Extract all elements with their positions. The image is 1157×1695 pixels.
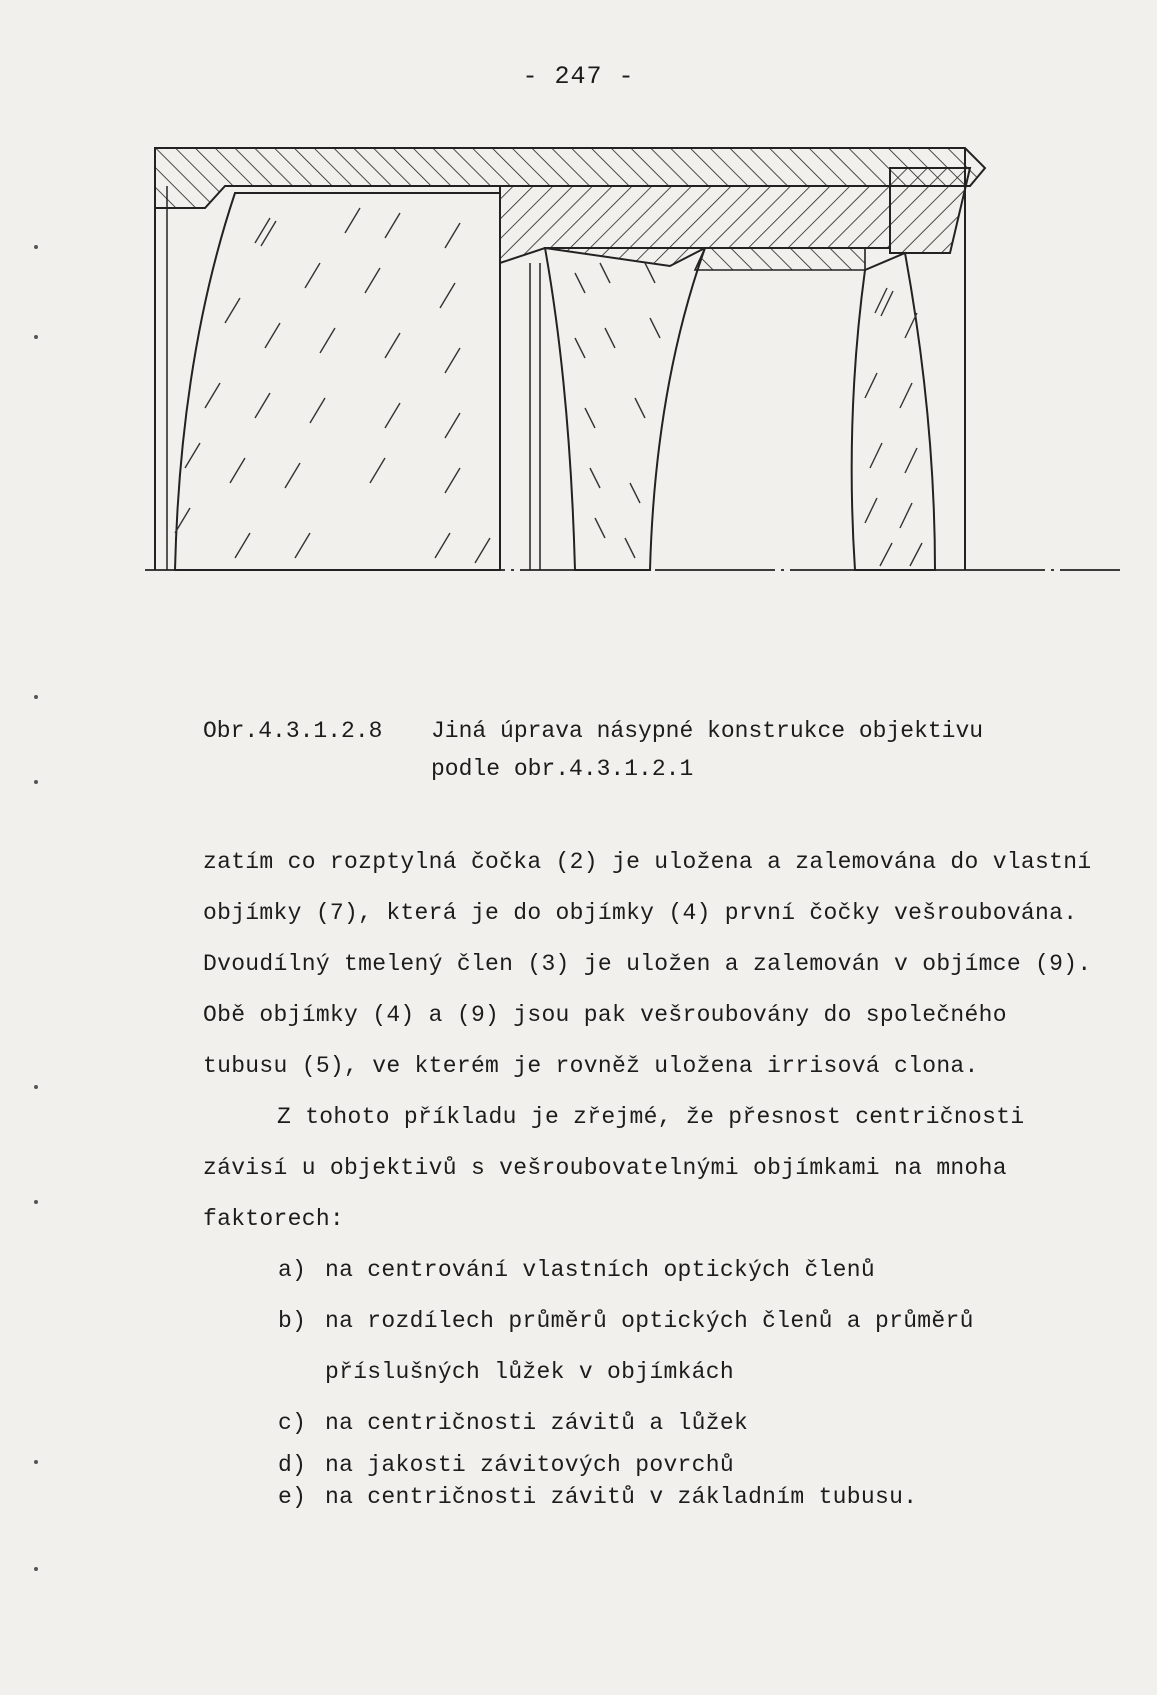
list-marker: e) (278, 1484, 307, 1510)
caption-text-line1: Jiná úprava násypné konstrukce objektivu (431, 718, 984, 744)
front-lens-glass-marks (175, 208, 490, 563)
scan-dot (34, 1200, 38, 1204)
lens-assembly-figure (145, 138, 1125, 628)
list-item-text: na centrování vlastních optických členů (325, 1257, 875, 1283)
body-text (203, 837, 1103, 1513)
figure-caption (203, 712, 983, 788)
scan-dot (34, 695, 38, 699)
scan-dot (34, 1460, 38, 1464)
paragraph-1: zatím co rozptylná čočka (2) je uložena a zalemována do vlastní objímky (7), která je do objímky (4) první čočky vešroubována. Dvoudílný tmelený člen (3) je uložen a zalemován v objímce (9). Obě objímky (4) a (9) jsou pak vešroubovány do společného tubusu (5), ve kterém je rovněž uložena irrisová clona. (203, 849, 1092, 1079)
page-number: - 247 - (522, 62, 635, 91)
retaining-ring (890, 168, 970, 253)
list-marker: b) (278, 1308, 307, 1334)
scan-dot (34, 1085, 38, 1089)
list-item (203, 1296, 1103, 1398)
list-item (203, 1449, 1103, 1481)
third-lens-glass-marks (865, 288, 922, 566)
list-item-text: na rozdílech průměrů optických členů a průměrů příslušných lůžek v objímkách (325, 1308, 974, 1385)
second-lens (545, 248, 705, 570)
third-lens (852, 253, 935, 570)
paragraph-2: Z tohoto příkladu je zřejmé, že přesnost centričnosti závisí u objektivů s vešroubovatelnými objímkami na mnoha faktorech: (203, 1104, 1025, 1232)
list-item (203, 1245, 1103, 1296)
list-item-text: na centričnosti závitů v základním tubusu. (325, 1484, 918, 1510)
factor-list (203, 1245, 1103, 1513)
caption-text-line2: podle obr.4.3.1.2.1 (431, 756, 694, 782)
list-item (203, 1481, 1103, 1513)
second-lens-glass-marks (575, 263, 660, 558)
spacer-mount (695, 248, 865, 270)
scan-dot (34, 245, 38, 249)
list-marker: a) (278, 1257, 307, 1283)
list-item-text: na centričnosti závitů a lůžek (325, 1410, 749, 1436)
list-marker: d) (278, 1452, 307, 1478)
scan-dot (34, 1567, 38, 1571)
scan-dot (34, 335, 38, 339)
scan-dot (34, 780, 38, 784)
list-item-text: na jakosti závitových povrchů (325, 1452, 734, 1478)
front-lens (175, 193, 500, 570)
list-marker: c) (278, 1410, 307, 1436)
list-item (203, 1398, 1103, 1449)
caption-label: Obr.4.3.1.2.8 (203, 718, 383, 744)
